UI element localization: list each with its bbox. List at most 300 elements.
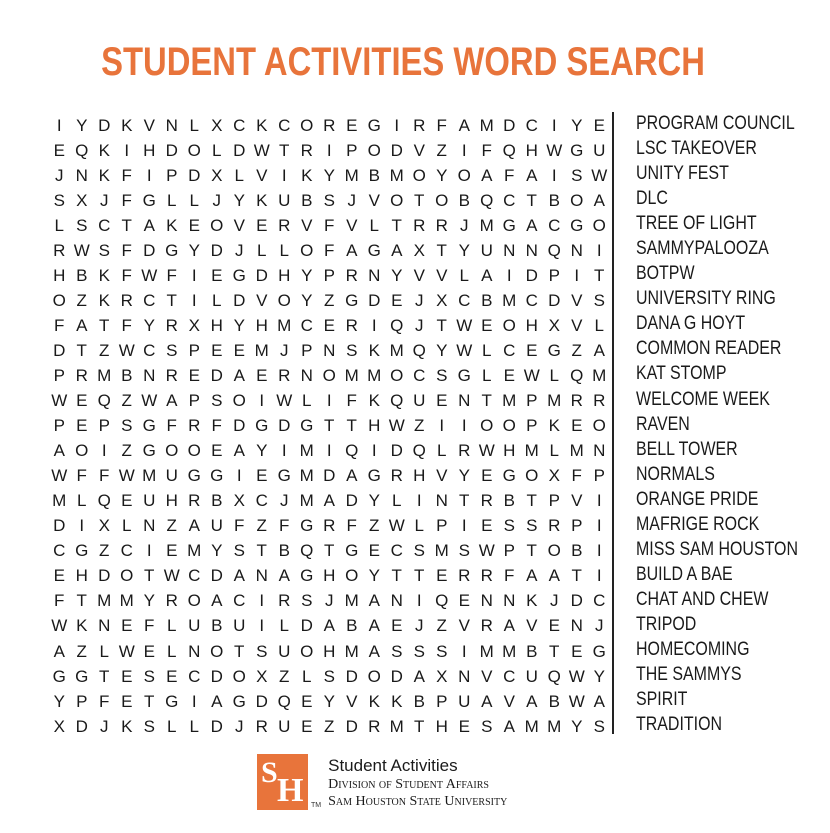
grid-letter[interactable]: H [413,466,426,486]
grid-letter[interactable]: C [143,340,156,360]
grid-letter[interactable]: S [413,641,425,661]
grid-letter[interactable]: X [53,716,65,736]
grid-letter[interactable]: W [456,340,473,360]
grid-letter[interactable]: L [122,516,132,536]
grid-letter[interactable]: U [143,491,156,511]
grid-letter[interactable]: S [481,716,493,736]
grid-letter[interactable]: F [121,265,132,285]
grid-letter[interactable]: M [299,491,314,511]
grid-letter[interactable]: G [142,190,156,210]
grid-letter[interactable]: U [210,516,223,536]
grid-letter[interactable]: U [278,190,291,210]
grid-letter[interactable]: D [345,666,358,686]
grid-letter[interactable]: Q [390,315,404,335]
grid-letter[interactable]: V [346,215,358,235]
grid-letter[interactable]: G [75,541,89,561]
grid-letter[interactable]: I [461,641,467,661]
grid-letter[interactable]: L [549,441,559,461]
grid-letter[interactable]: Z [166,516,177,536]
grid-letter[interactable]: H [323,566,336,586]
grid-letter[interactable]: O [502,416,516,436]
grid-letter[interactable]: P [76,691,88,711]
grid-letter[interactable]: A [481,265,493,285]
grid-letter[interactable]: Z [436,616,447,636]
grid-letter[interactable]: O [120,566,134,586]
grid-letter[interactable]: H [278,265,291,285]
grid-letter[interactable]: J [100,190,109,210]
grid-letter[interactable]: M [299,466,314,486]
grid-letter[interactable]: W [141,265,158,285]
letter-grid[interactable] [48,113,611,739]
grid-letter[interactable]: V [481,666,493,686]
grid-letter[interactable]: E [481,516,493,536]
grid-letter[interactable]: E [256,365,268,385]
grid-letter[interactable]: I [191,290,197,310]
grid-letter[interactable]: E [76,391,88,411]
grid-letter[interactable]: T [324,541,335,561]
grid-letter[interactable]: E [436,391,448,411]
grid-letter[interactable]: N [593,441,606,461]
grid-letter[interactable]: R [165,365,178,385]
grid-letter[interactable]: F [211,416,222,436]
grid-letter[interactable]: E [166,666,178,686]
grid-letter[interactable]: R [593,391,606,411]
grid-letter[interactable]: R [278,365,291,385]
grid-letter[interactable]: G [592,641,606,661]
grid-letter[interactable]: G [232,265,246,285]
grid-letter[interactable]: D [390,140,403,160]
grid-letter[interactable]: G [232,691,246,711]
grid-letter[interactable]: E [503,365,515,385]
grid-letter[interactable]: K [121,115,133,135]
grid-letter[interactable]: D [233,140,246,160]
grid-letter[interactable]: G [457,365,471,385]
grid-letter[interactable]: A [593,190,605,210]
grid-letter[interactable]: A [143,215,155,235]
grid-letter[interactable]: O [457,165,471,185]
grid-letter[interactable]: I [551,165,557,185]
grid-letter[interactable]: K [368,340,380,360]
grid-letter[interactable]: G [547,340,561,360]
grid-letter[interactable]: R [368,716,381,736]
grid-letter[interactable]: M [119,591,134,611]
grid-letter[interactable]: Z [414,416,425,436]
grid-letter[interactable]: B [211,616,223,636]
grid-letter[interactable]: I [259,616,265,636]
grid-letter[interactable]: Q [277,691,291,711]
grid-letter[interactable]: E [121,616,133,636]
grid-letter[interactable]: R [413,215,426,235]
grid-letter[interactable]: L [279,240,289,260]
grid-letter[interactable]: G [367,466,381,486]
grid-letter[interactable]: U [480,240,493,260]
grid-letter[interactable]: E [211,265,223,285]
grid-letter[interactable]: B [211,491,223,511]
grid-letter[interactable]: F [504,566,515,586]
grid-letter[interactable]: W [51,466,68,486]
grid-letter[interactable]: A [458,115,470,135]
grid-letter[interactable]: F [166,265,177,285]
grid-letter[interactable]: Y [143,591,155,611]
grid-letter[interactable]: K [368,691,380,711]
grid-letter[interactable]: K [256,190,268,210]
grid-letter[interactable]: Y [233,190,245,210]
grid-letter[interactable]: G [187,466,201,486]
grid-letter[interactable]: E [458,716,470,736]
grid-letter[interactable]: B [458,190,470,210]
grid-letter[interactable]: M [344,591,359,611]
grid-letter[interactable]: E [121,666,133,686]
grid-letter[interactable]: O [165,441,179,461]
grid-letter[interactable]: M [479,641,494,661]
grid-letter[interactable]: D [75,716,88,736]
grid-letter[interactable]: X [548,315,560,335]
grid-letter[interactable]: I [371,315,377,335]
grid-letter[interactable]: D [188,165,201,185]
grid-letter[interactable]: L [189,115,199,135]
grid-letter[interactable]: P [188,340,200,360]
grid-letter[interactable]: C [233,591,246,611]
grid-letter[interactable]: C [548,215,561,235]
grid-letter[interactable]: E [53,566,65,586]
grid-letter[interactable]: W [118,340,135,360]
grid-letter[interactable]: O [390,190,404,210]
grid-letter[interactable]: N [503,240,516,260]
grid-letter[interactable]: T [121,215,132,235]
grid-letter[interactable]: M [592,365,607,385]
grid-letter[interactable]: I [146,541,152,561]
grid-letter[interactable]: J [415,290,424,310]
grid-letter[interactable]: E [121,691,133,711]
grid-letter[interactable]: I [506,265,512,285]
grid-letter[interactable]: A [76,315,88,335]
grid-letter[interactable]: M [52,491,67,511]
grid-letter[interactable]: S [503,516,515,536]
grid-letter[interactable]: Y [593,666,605,686]
grid-letter[interactable]: C [98,215,111,235]
grid-letter[interactable]: W [388,416,405,436]
grid-letter[interactable]: A [368,591,380,611]
grid-letter[interactable]: L [482,365,492,385]
grid-letter[interactable]: O [52,290,66,310]
grid-letter[interactable]: P [526,416,538,436]
grid-letter[interactable]: W [591,165,608,185]
grid-letter[interactable]: N [300,365,313,385]
grid-letter[interactable]: W [276,391,293,411]
grid-letter[interactable]: D [143,240,156,260]
grid-letter[interactable]: G [277,466,291,486]
grid-letter[interactable]: G [345,541,359,561]
grid-letter[interactable]: U [233,616,246,636]
grid-letter[interactable]: F [121,315,132,335]
grid-letter[interactable]: F [54,591,65,611]
grid-letter[interactable]: O [367,140,381,160]
grid-letter[interactable]: V [503,691,515,711]
grid-letter[interactable]: M [434,541,449,561]
grid-letter[interactable]: E [256,466,268,486]
grid-letter[interactable]: R [458,441,471,461]
grid-letter[interactable]: T [324,416,335,436]
grid-letter[interactable]: I [101,441,107,461]
grid-letter[interactable]: S [233,541,245,561]
grid-letter[interactable]: P [188,391,200,411]
grid-letter[interactable]: T [414,190,425,210]
grid-letter[interactable]: E [53,140,65,160]
grid-letter[interactable]: O [210,641,224,661]
grid-letter[interactable]: T [414,716,425,736]
grid-letter[interactable]: C [390,541,403,561]
grid-letter[interactable]: I [596,541,602,561]
grid-letter[interactable]: W [523,365,540,385]
grid-letter[interactable]: S [143,716,155,736]
grid-letter[interactable]: P [436,516,448,536]
grid-letter[interactable]: O [277,290,291,310]
grid-letter[interactable]: K [548,416,560,436]
grid-letter[interactable]: O [480,416,494,436]
grid-letter[interactable]: Q [412,340,426,360]
grid-letter[interactable]: Y [571,115,583,135]
grid-letter[interactable]: Q [345,441,359,461]
grid-letter[interactable]: O [300,641,314,661]
grid-letter[interactable]: S [413,541,425,561]
grid-letter[interactable]: K [98,290,110,310]
grid-letter[interactable]: P [301,340,313,360]
grid-letter[interactable]: X [188,315,200,335]
grid-letter[interactable]: V [436,466,448,486]
grid-letter[interactable]: R [120,290,133,310]
grid-letter[interactable]: A [323,491,335,511]
grid-letter[interactable]: C [458,290,471,310]
grid-letter[interactable]: E [233,340,245,360]
grid-letter[interactable]: A [503,616,515,636]
grid-letter[interactable]: A [526,566,538,586]
grid-letter[interactable]: A [391,240,403,260]
grid-letter[interactable]: R [255,716,268,736]
grid-letter[interactable]: I [259,391,265,411]
grid-letter[interactable]: A [346,240,358,260]
grid-letter[interactable]: S [571,165,583,185]
grid-letter[interactable]: P [53,416,65,436]
grid-letter[interactable]: W [478,441,495,461]
grid-letter[interactable]: V [256,290,268,310]
grid-letter[interactable]: N [458,666,471,686]
grid-letter[interactable]: O [75,441,89,461]
grid-letter[interactable]: O [187,591,201,611]
grid-letter[interactable]: N [570,616,583,636]
grid-letter[interactable]: F [99,691,110,711]
grid-letter[interactable]: M [502,290,517,310]
grid-letter[interactable]: L [77,491,87,511]
grid-letter[interactable]: Q [480,190,494,210]
grid-letter[interactable]: I [326,441,332,461]
grid-letter[interactable]: E [188,215,200,235]
grid-letter[interactable]: W [388,516,405,536]
grid-letter[interactable]: L [437,441,447,461]
grid-letter[interactable]: H [503,441,516,461]
grid-letter[interactable]: O [412,165,426,185]
grid-letter[interactable]: K [301,165,313,185]
grid-letter[interactable]: L [212,140,222,160]
grid-letter[interactable]: T [594,265,605,285]
grid-letter[interactable]: R [278,215,291,235]
grid-letter[interactable]: I [146,165,152,185]
grid-letter[interactable]: X [436,666,448,686]
grid-letter[interactable]: I [461,516,467,536]
grid-letter[interactable]: I [191,691,197,711]
grid-letter[interactable]: V [368,190,380,210]
grid-letter[interactable]: A [233,365,245,385]
grid-letter[interactable]: M [344,365,359,385]
grid-letter[interactable]: A [53,441,65,461]
grid-letter[interactable]: I [79,516,85,536]
grid-letter[interactable]: D [210,666,223,686]
grid-letter[interactable]: G [367,240,381,260]
grid-letter[interactable]: S [526,516,538,536]
grid-letter[interactable]: S [76,215,88,235]
grid-letter[interactable]: F [324,240,335,260]
grid-letter[interactable]: R [570,391,583,411]
grid-letter[interactable]: E [256,215,268,235]
grid-letter[interactable]: E [211,441,223,461]
grid-letter[interactable]: E [571,641,583,661]
grid-letter[interactable]: C [413,365,426,385]
grid-letter[interactable]: H [75,566,88,586]
grid-letter[interactable]: F [481,140,492,160]
grid-letter[interactable]: C [53,541,66,561]
grid-letter[interactable]: S [593,716,605,736]
grid-letter[interactable]: K [98,265,110,285]
grid-letter[interactable]: A [233,566,245,586]
grid-letter[interactable]: A [503,716,515,736]
grid-letter[interactable]: T [76,591,87,611]
grid-letter[interactable]: P [346,140,358,160]
grid-letter[interactable]: X [413,240,425,260]
grid-letter[interactable]: L [482,340,492,360]
grid-letter[interactable]: F [436,115,447,135]
grid-letter[interactable]: I [416,591,422,611]
grid-letter[interactable]: M [367,365,382,385]
grid-letter[interactable]: T [76,340,87,360]
grid-letter[interactable]: I [326,391,332,411]
grid-letter[interactable]: G [300,416,314,436]
grid-letter[interactable]: A [278,566,290,586]
grid-letter[interactable]: J [415,315,424,335]
grid-letter[interactable]: O [232,666,246,686]
grid-letter[interactable]: D [210,716,223,736]
grid-letter[interactable]: U [188,616,201,636]
grid-letter[interactable]: T [526,190,537,210]
grid-letter[interactable]: G [165,240,179,260]
grid-letter[interactable]: D [548,290,561,310]
grid-letter[interactable]: L [302,391,312,411]
grid-letter[interactable]: V [301,215,313,235]
grid-letter[interactable]: E [323,315,335,335]
grid-letter[interactable]: D [233,416,246,436]
grid-letter[interactable]: P [166,165,178,185]
grid-letter[interactable]: W [73,240,90,260]
grid-letter[interactable]: Q [75,140,89,160]
grid-letter[interactable]: A [413,666,425,686]
grid-letter[interactable]: P [548,265,560,285]
grid-letter[interactable]: M [277,315,292,335]
grid-letter[interactable]: Z [76,641,87,661]
grid-letter[interactable]: Y [143,315,155,335]
grid-letter[interactable]: Y [436,165,448,185]
grid-letter[interactable]: P [98,416,110,436]
grid-letter[interactable]: V [571,290,583,310]
grid-letter[interactable]: B [503,491,515,511]
grid-letter[interactable]: E [121,491,133,511]
grid-letter[interactable]: K [98,165,110,185]
grid-letter[interactable]: F [279,516,290,536]
grid-letter[interactable]: K [98,140,110,160]
grid-letter[interactable]: S [436,365,448,385]
grid-letter[interactable]: S [256,641,268,661]
grid-letter[interactable]: V [458,616,470,636]
grid-letter[interactable]: Y [458,240,470,260]
grid-letter[interactable]: O [547,541,561,561]
grid-letter[interactable]: R [480,491,493,511]
grid-letter[interactable]: B [346,616,358,636]
grid-letter[interactable]: I [596,516,602,536]
grid-letter[interactable]: Y [323,691,335,711]
grid-letter[interactable]: M [502,391,517,411]
grid-letter[interactable]: I [461,140,467,160]
grid-letter[interactable]: M [479,215,494,235]
grid-letter[interactable]: X [98,516,110,536]
grid-letter[interactable]: G [210,466,224,486]
grid-letter[interactable]: L [189,190,199,210]
grid-letter[interactable]: N [143,516,156,536]
grid-letter[interactable]: V [571,491,583,511]
grid-letter[interactable]: E [526,340,538,360]
grid-letter[interactable]: E [76,416,88,436]
grid-letter[interactable]: X [548,466,560,486]
grid-letter[interactable]: Z [369,516,380,536]
grid-letter[interactable]: Z [256,516,267,536]
grid-letter[interactable]: T [436,315,447,335]
grid-letter[interactable]: F [346,516,357,536]
grid-letter[interactable]: M [187,541,202,561]
grid-letter[interactable]: T [459,491,470,511]
grid-letter[interactable]: W [546,140,563,160]
grid-letter[interactable]: T [571,566,582,586]
grid-letter[interactable]: Q [412,441,426,461]
grid-letter[interactable]: A [346,466,358,486]
grid-letter[interactable]: W [163,566,180,586]
grid-letter[interactable]: R [390,466,403,486]
grid-letter[interactable]: D [210,365,223,385]
grid-letter[interactable]: C [300,315,313,335]
grid-letter[interactable]: D [165,140,178,160]
grid-letter[interactable]: W [456,315,473,335]
grid-letter[interactable]: I [596,240,602,260]
grid-letter[interactable]: C [503,190,516,210]
grid-letter[interactable]: R [323,115,336,135]
grid-letter[interactable]: D [503,115,516,135]
grid-letter[interactable]: S [391,641,403,661]
grid-letter[interactable]: Z [571,340,582,360]
grid-letter[interactable]: Z [121,391,132,411]
grid-letter[interactable]: X [211,115,223,135]
grid-letter[interactable]: M [344,641,359,661]
grid-letter[interactable]: E [143,641,155,661]
grid-letter[interactable]: T [166,290,177,310]
grid-letter[interactable]: J [280,491,289,511]
grid-letter[interactable]: N [480,591,493,611]
grid-letter[interactable]: T [414,566,425,586]
grid-letter[interactable]: T [481,391,492,411]
